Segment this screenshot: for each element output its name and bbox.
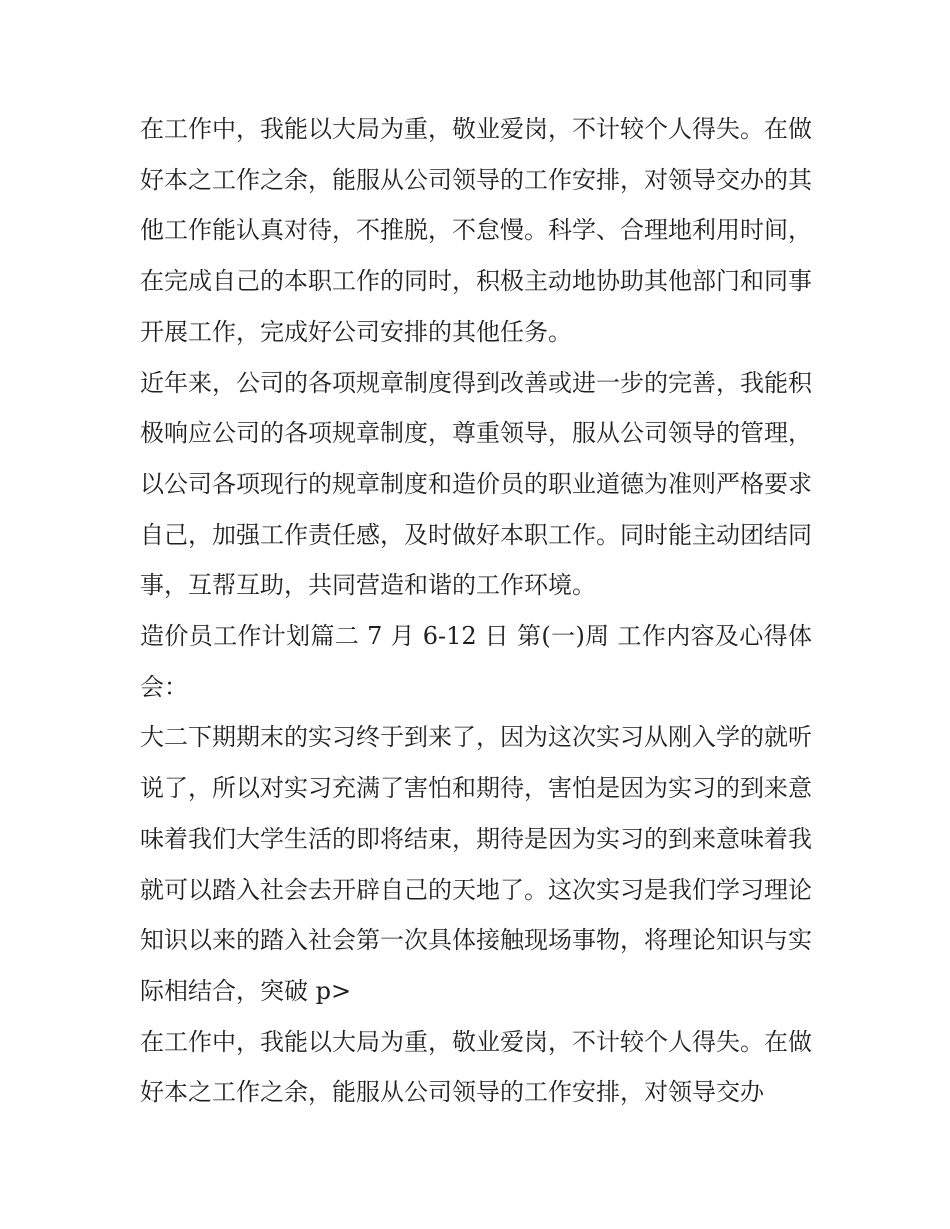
paragraph-company-rules: 近年来，公司的各项规章制度得到改善或进一步的完善，我能积极响应公司的各项规章制度，尊重领导，服从公司领导的管理，以公司各项现行的规章制度和造价员的职业道德为准则严格要求自己，加强工作责任感，及时做好本职工作。同时能主动团结同事，互帮互助，共同营造和谐的工作环境。 (140, 368, 812, 600)
document-body (140, 104, 812, 1118)
paragraph-internship: 大二下期期末的实习终于到来了，因为这次实习从刚入学的就听说了，所以对实习充满了害怕和期待，害怕是因为实习的到来意味着我们大学生活的即将结束，期待是因为实习的到来意味着我就可以踏入社会去开辟自己的天地了。这次实习是我们学习理论知识以来的踏入社会第一次具体接触现场事物，将理论知识与实际相结合，突破 p> (140, 723, 812, 1005)
paragraph-work-attitude: 在工作中，我能以大局为重，敬业爱岗，不计较个人得失。在做好本之工作之余，能服从公司领导的工作安排，对领导交办的其他工作能认真对待，不推脱，不怠慢。科学、合理地利用时间，在完成自己的本职工作的同时，积极主动地协助其他部门和同事开展工作，完成好公司安排的其他任务。 (140, 115, 812, 346)
paragraph-plan-heading: 造价员工作计划篇二 7 月 6-12 日 第(一)周 工作内容及心得体会： (140, 622, 812, 701)
paragraph-work-attitude-repeat: 在工作中，我能以大局为重，敬业爱岗，不计较个人得失。在做好本之工作之余，能服从公司领导的工作安排，对领导交办 (140, 1027, 812, 1107)
